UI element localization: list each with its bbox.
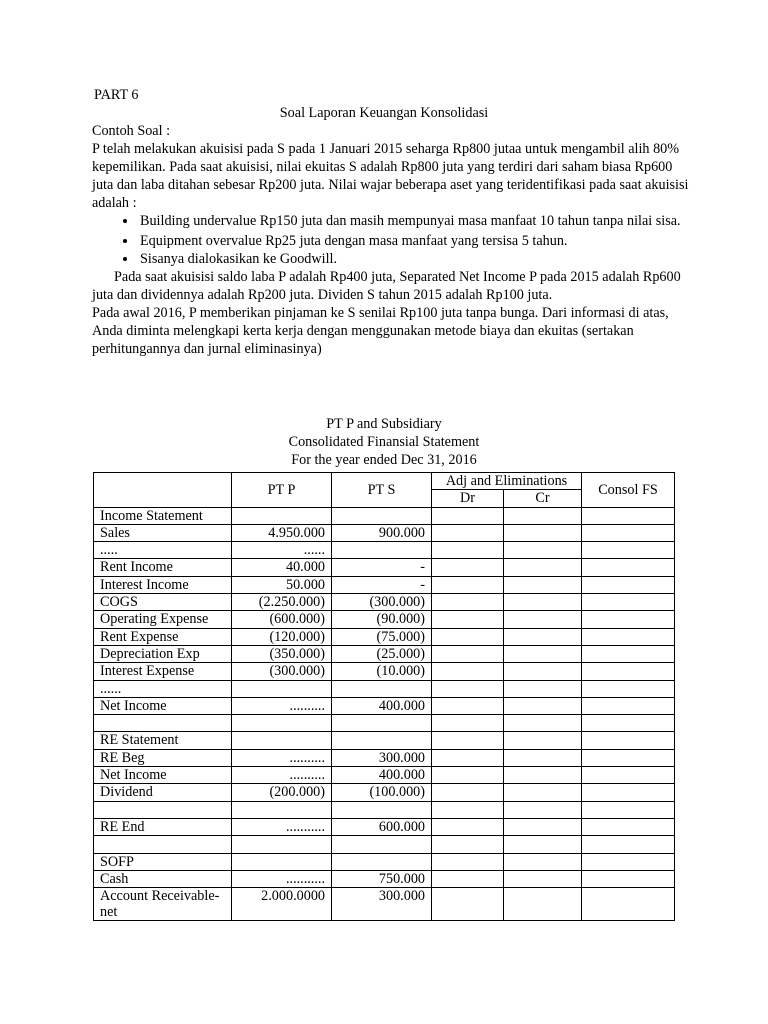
- cr-cell: [504, 542, 582, 559]
- table-row: [94, 870, 675, 887]
- cr-cell: [504, 801, 582, 818]
- list-item: • Building undervalue Rp150 juta dan masih mempunyai masa manfaat 10 tahun tanpa nilai sisa.: [138, 212, 692, 230]
- cr-cell: [504, 524, 582, 541]
- cr-cell: [504, 611, 582, 628]
- pt-s-value: [332, 715, 432, 732]
- consol-cell: [582, 767, 675, 784]
- dr-cell: [432, 767, 504, 784]
- dr-cell: [432, 818, 504, 835]
- pt-p-value: (200.000): [232, 784, 332, 801]
- consol-cell: [582, 645, 675, 662]
- table-row: [94, 853, 675, 870]
- pt-s-value: [332, 732, 432, 749]
- row-label: Interest Income: [94, 576, 232, 593]
- row-label: Rent Expense: [94, 628, 232, 645]
- statement-company: PT P and Subsidiary: [326, 416, 442, 432]
- column-header-consol-fs: Consol FS: [582, 473, 675, 508]
- table-row: [94, 732, 675, 749]
- column-header-cr: Cr: [504, 490, 582, 507]
- pt-p-value: [232, 507, 332, 524]
- pt-p-value: (600.000): [232, 611, 332, 628]
- row-label: RE Beg: [94, 749, 232, 766]
- row-label: RE Statement: [94, 732, 232, 749]
- cr-cell: [504, 732, 582, 749]
- document-title: Soal Laporan Keuangan Konsolidasi: [279, 105, 489, 121]
- pt-p-value: 50.000: [232, 576, 332, 593]
- table-row: [94, 507, 675, 524]
- example-label: Contoh Soal :: [92, 123, 171, 139]
- consolidation-worksheet: [93, 472, 675, 921]
- row-label: Interest Expense: [94, 663, 232, 680]
- cr-cell: [504, 853, 582, 870]
- table-row: [94, 611, 675, 628]
- table-row: [94, 697, 675, 714]
- pt-s-value: 400.000: [332, 767, 432, 784]
- pt-p-value: [232, 836, 332, 853]
- cr-cell: [504, 715, 582, 732]
- pt-s-value: [332, 801, 432, 818]
- consol-cell: [582, 559, 675, 576]
- pt-s-value: 300.000: [332, 749, 432, 766]
- dr-cell: [432, 542, 504, 559]
- pt-p-value: ...........: [232, 870, 332, 887]
- statement-period: For the year ended Dec 31, 2016: [291, 452, 477, 468]
- cr-cell: [504, 818, 582, 835]
- table-row: [94, 663, 675, 680]
- consol-cell: [582, 524, 675, 541]
- consol-cell: [582, 888, 675, 921]
- pt-p-value: ..........: [232, 767, 332, 784]
- dr-cell: [432, 645, 504, 662]
- table-row: [94, 524, 675, 541]
- consol-cell: [582, 732, 675, 749]
- table-row: [94, 767, 675, 784]
- pt-s-value: [332, 853, 432, 870]
- table-row: [94, 645, 675, 662]
- table-row: [94, 715, 675, 732]
- cr-cell: [504, 697, 582, 714]
- consol-cell: [582, 628, 675, 645]
- table-row: [94, 576, 675, 593]
- pt-p-value: (350.000): [232, 645, 332, 662]
- column-header-adjustments: Adj and Eliminations: [432, 473, 582, 490]
- column-header-pt-s: PT S: [332, 473, 432, 508]
- pt-p-value: ..........: [232, 697, 332, 714]
- pt-s-value: (75.000): [332, 628, 432, 645]
- row-label: Income Statement: [94, 507, 232, 524]
- row-label: Net Income: [94, 697, 232, 714]
- pt-s-value: [332, 680, 432, 697]
- dr-cell: [432, 576, 504, 593]
- consol-cell: [582, 801, 675, 818]
- row-label: [94, 836, 232, 853]
- cr-cell: [504, 559, 582, 576]
- consol-cell: [582, 611, 675, 628]
- consol-cell: [582, 818, 675, 835]
- row-label: Cash: [94, 870, 232, 887]
- pt-s-value: 750.000: [332, 870, 432, 887]
- fair-value-list: [92, 212, 692, 268]
- consol-cell: [582, 542, 675, 559]
- row-label: Sales: [94, 524, 232, 541]
- table-row: [94, 680, 675, 697]
- pt-s-value: (90.000): [332, 611, 432, 628]
- dr-cell: [432, 663, 504, 680]
- dr-cell: [432, 784, 504, 801]
- pt-p-value: [232, 680, 332, 697]
- statement-title: Consolidated Finansial Statement: [288, 434, 480, 450]
- row-label: [94, 801, 232, 818]
- pt-s-value: -: [332, 576, 432, 593]
- consol-cell: [582, 836, 675, 853]
- paragraph-acquisition: P telah melakukan akuisisi pada S pada 1 Januari 2015 seharga Rp800 jutaa untuk mengambil alih 80% kepemilikan. Pada saat akuisisi, nilai ekuitas S adalah Rp800 juta yang terdiri dari saham biasa Rp600 juta dan laba ditahan sebesar Rp200 juta. Nilai wajar beberapa aset yang teridentifikasi pada saat akuisisi adalah :: [92, 141, 689, 211]
- problem-text: [92, 122, 692, 358]
- header-blank-cell: [94, 473, 232, 508]
- dr-cell: [432, 559, 504, 576]
- row-label: Operating Expense: [94, 611, 232, 628]
- cr-cell: [504, 507, 582, 524]
- consol-cell: [582, 576, 675, 593]
- pt-s-value: -: [332, 559, 432, 576]
- pt-p-value: ..........: [232, 749, 332, 766]
- consol-cell: [582, 749, 675, 766]
- cr-cell: [504, 749, 582, 766]
- paragraph-retained-earnings: Pada saat akuisisi saldo laba P adalah Rp400 juta, Separated Net Income P pada 2015 adalah Rp600 juta dan dividennya adalah Rp200 juta. Dividen S tahun 2015 adalah Rp100 juta.: [92, 269, 681, 303]
- pt-s-value: (300.000): [332, 594, 432, 611]
- pt-p-value: (120.000): [232, 628, 332, 645]
- consol-cell: [582, 853, 675, 870]
- row-label: SOFP: [94, 853, 232, 870]
- table-row: [94, 888, 675, 921]
- cr-cell: [504, 870, 582, 887]
- row-label: Net Income: [94, 767, 232, 784]
- consol-cell: [582, 715, 675, 732]
- cr-cell: [504, 888, 582, 921]
- dr-cell: [432, 715, 504, 732]
- dr-cell: [432, 680, 504, 697]
- cr-cell: [504, 767, 582, 784]
- pt-p-value: [232, 853, 332, 870]
- pt-p-value: (300.000): [232, 663, 332, 680]
- row-label: .....: [94, 542, 232, 559]
- table-row: [94, 594, 675, 611]
- dr-cell: [432, 870, 504, 887]
- row-label: [94, 715, 232, 732]
- pt-p-value: 2.000.0000: [232, 888, 332, 921]
- pt-s-value: 600.000: [332, 818, 432, 835]
- dr-cell: [432, 594, 504, 611]
- statement-heading: [0, 415, 768, 469]
- pt-s-value: (25.000): [332, 645, 432, 662]
- cr-cell: [504, 663, 582, 680]
- pt-p-value: ......: [232, 542, 332, 559]
- column-header-dr: Dr: [432, 490, 504, 507]
- cr-cell: [504, 836, 582, 853]
- pt-p-value: ...........: [232, 818, 332, 835]
- paragraph-loan: Pada awal 2016, P memberikan pinjaman ke S senilai Rp100 juta tanpa bunga. Dari informasi di atas, Anda diminta melengkapi kerta kerja dengan menggunakan metode biaya dan ekuitas (sertakan perhitungannya dan jurnal eliminasinya): [92, 305, 669, 357]
- column-header-pt-p: PT P: [232, 473, 332, 508]
- row-label: COGS: [94, 594, 232, 611]
- cr-cell: [504, 594, 582, 611]
- table-row: [94, 542, 675, 559]
- cr-cell: [504, 680, 582, 697]
- pt-s-value: (100.000): [332, 784, 432, 801]
- pt-s-value: [332, 836, 432, 853]
- list-item: • Sisanya dialokasikan ke Goodwill.: [138, 250, 692, 268]
- consol-cell: [582, 594, 675, 611]
- pt-p-value: [232, 715, 332, 732]
- pt-s-value: 900.000: [332, 524, 432, 541]
- table-row: [94, 559, 675, 576]
- list-item: • Equipment overvalue Rp25 juta dengan masa manfaat yang tersisa 5 tahun.: [138, 232, 692, 250]
- pt-s-value: 300.000: [332, 888, 432, 921]
- dr-cell: [432, 732, 504, 749]
- cr-cell: [504, 628, 582, 645]
- dr-cell: [432, 801, 504, 818]
- pt-p-value: 4.950.000: [232, 524, 332, 541]
- row-label: Rent Income: [94, 559, 232, 576]
- dr-cell: [432, 836, 504, 853]
- consol-cell: [582, 680, 675, 697]
- table-row: [94, 749, 675, 766]
- pt-p-value: [232, 732, 332, 749]
- consol-cell: [582, 663, 675, 680]
- pt-p-value: (2.250.000): [232, 594, 332, 611]
- consol-cell: [582, 697, 675, 714]
- consol-cell: [582, 507, 675, 524]
- table-row: [94, 784, 675, 801]
- cr-cell: [504, 576, 582, 593]
- row-label: Dividend: [94, 784, 232, 801]
- pt-s-value: [332, 542, 432, 559]
- table-row: [94, 818, 675, 835]
- pt-s-value: 400.000: [332, 697, 432, 714]
- dr-cell: [432, 628, 504, 645]
- dr-cell: [432, 524, 504, 541]
- pt-p-value: [232, 801, 332, 818]
- cr-cell: [504, 784, 582, 801]
- table-row: [94, 801, 675, 818]
- dr-cell: [432, 507, 504, 524]
- dr-cell: [432, 749, 504, 766]
- row-label: Account Receivable-net: [94, 888, 232, 921]
- dr-cell: [432, 611, 504, 628]
- dr-cell: [432, 853, 504, 870]
- consol-cell: [582, 870, 675, 887]
- pt-s-value: (10.000): [332, 663, 432, 680]
- pt-s-value: [332, 507, 432, 524]
- row-label: ......: [94, 680, 232, 697]
- pt-p-value: 40.000: [232, 559, 332, 576]
- consol-cell: [582, 784, 675, 801]
- row-label: Depreciation Exp: [94, 645, 232, 662]
- table-row: [94, 836, 675, 853]
- dr-cell: [432, 697, 504, 714]
- dr-cell: [432, 888, 504, 921]
- row-label: RE End: [94, 818, 232, 835]
- part-label: PART 6: [94, 87, 139, 103]
- cr-cell: [504, 645, 582, 662]
- table-row: [94, 628, 675, 645]
